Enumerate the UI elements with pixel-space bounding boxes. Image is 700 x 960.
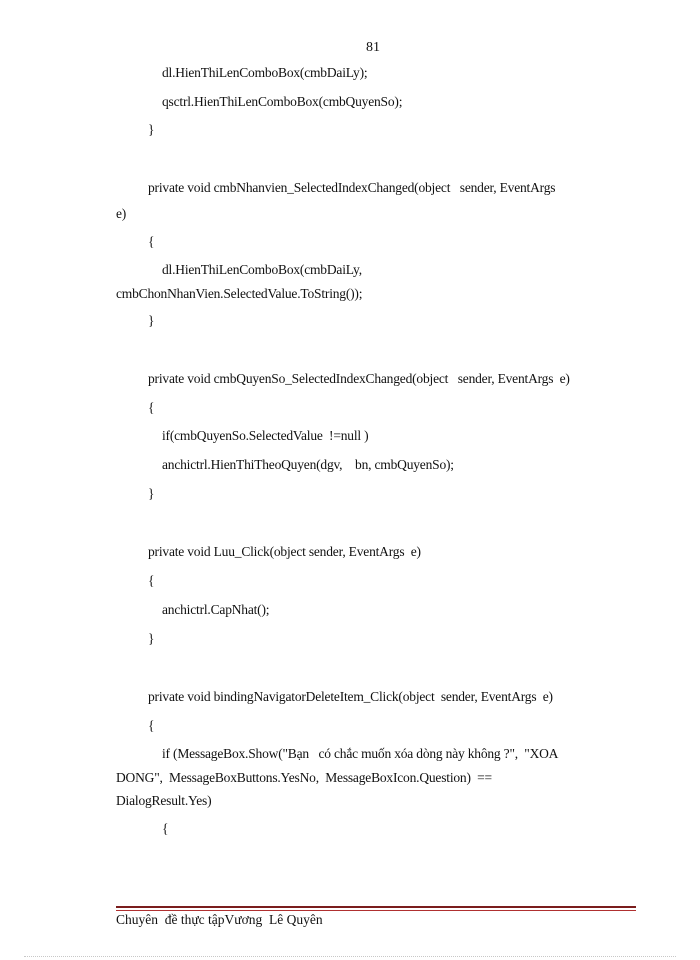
code-line: }	[148, 122, 155, 137]
code-line: private void Luu_Click(object sender, EventArgs e)	[148, 544, 421, 559]
code-line: private void cmbNhanvien_SelectedIndexChanged(object sender, EventArgs	[148, 180, 556, 195]
code-line: {	[148, 573, 155, 588]
code-line: DONG", MessageBoxButtons.YesNo, MessageBoxIcon.Question) ==	[116, 770, 492, 785]
footer-rule	[116, 906, 636, 908]
code-line: }	[148, 631, 155, 646]
code-line: }	[148, 486, 155, 501]
page-bottom-divider	[24, 956, 676, 957]
code-line: private void cmbQuyenSo_SelectedIndexChanged(object sender, EventArgs e)	[148, 371, 570, 386]
code-line: if(cmbQuyenSo.SelectedValue !=null )	[162, 428, 369, 443]
code-line: cmbChonNhanVien.SelectedValue.ToString());	[116, 286, 363, 301]
code-line: e)	[116, 206, 127, 221]
code-line: dl.HienThiLenComboBox(cmbDaiLy,	[162, 262, 362, 277]
code-line: anchictrl.HienThiTheoQuyen(dgv, bn, cmbQuyenSo);	[162, 457, 454, 472]
code-line: private void bindingNavigatorDeleteItem_Click(object sender, EventArgs e)	[148, 689, 553, 704]
footer-text: Chuyên đề thực tậpVương Lê Quyên	[116, 912, 323, 927]
footer-rule	[116, 910, 636, 911]
code-line: {	[148, 400, 155, 415]
code-line: dl.HienThiLenComboBox(cmbDaiLy);	[162, 65, 368, 80]
code-line: {	[148, 234, 155, 249]
code-line: DialogResult.Yes)	[116, 793, 212, 808]
code-line: anchictrl.CapNhat();	[162, 602, 270, 617]
code-line: }	[148, 313, 155, 328]
code-line: {	[162, 821, 169, 836]
code-line: if (MessageBox.Show("Bạn có chắc muốn xóa dòng này không ?", "XOA	[162, 746, 559, 761]
page-number: 81	[366, 40, 380, 55]
code-line: {	[148, 718, 155, 733]
code-line: qsctrl.HienThiLenComboBox(cmbQuyenSo);	[162, 94, 403, 109]
